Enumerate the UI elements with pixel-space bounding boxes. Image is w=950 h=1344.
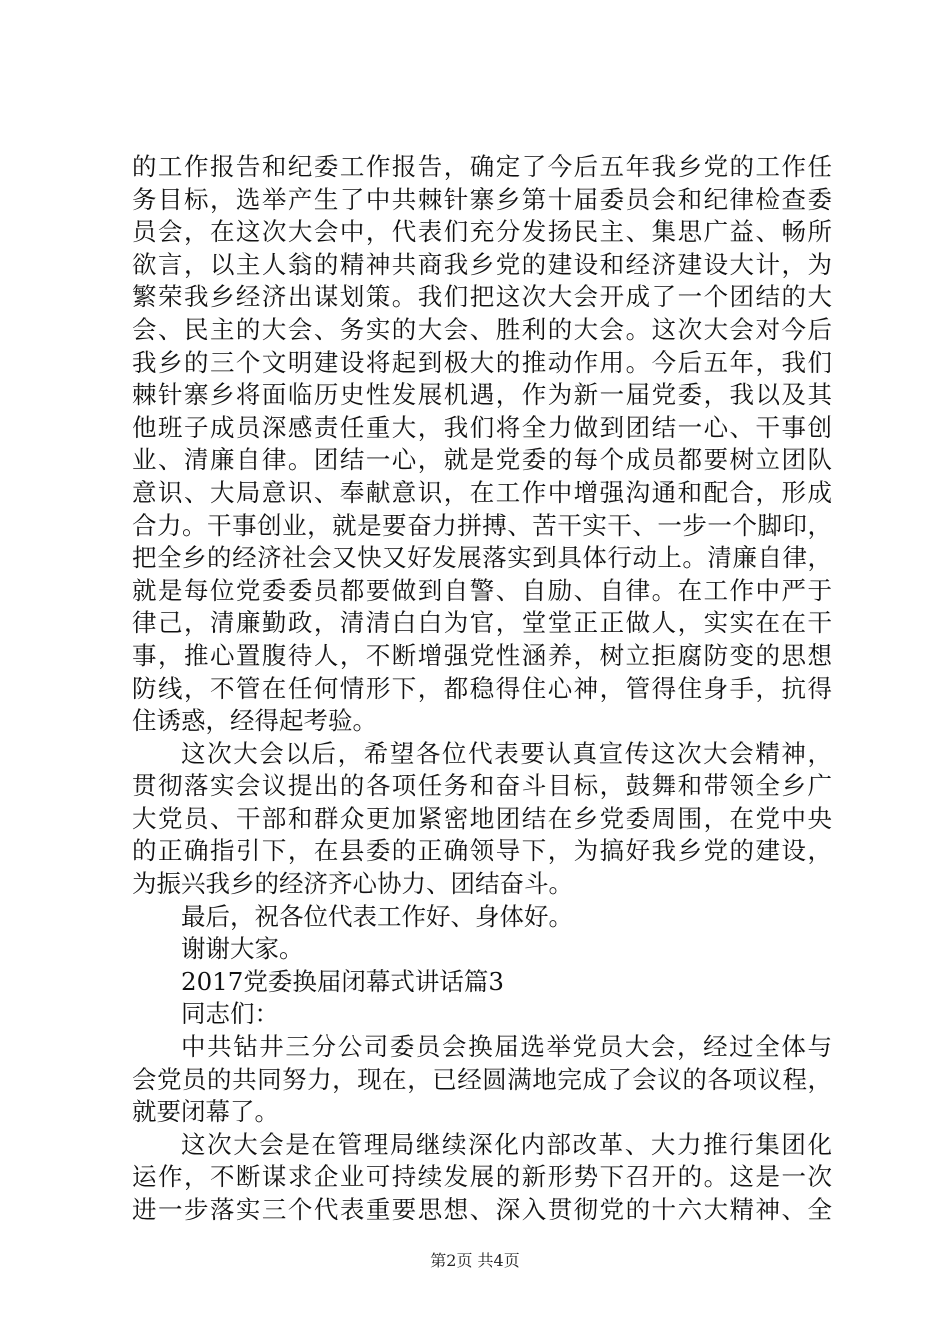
text-line: 为振兴我乡的经济齐心协力、团结奋斗。 xyxy=(132,869,573,899)
text-line: 欲言，以主人翁的精神共商我乡党的建设和经济建设大计，为 xyxy=(132,249,832,279)
text-line: 2017党委换届闭幕式讲话篇3 xyxy=(181,966,504,996)
document-body xyxy=(132,151,832,1227)
text-line: 他班子成员深感责任重大，我们将全力做到团结一心、干事创 xyxy=(132,412,832,442)
text-line: 就要闭幕了。 xyxy=(132,1097,279,1127)
text-line: 把全乡的经济社会又快又好发展落实到具体行动上。清廉自律， xyxy=(132,543,832,573)
text-line: 最后，祝各位代表工作好、身体好。 xyxy=(181,901,573,931)
text-line: 贯彻落实会议提出的各项任务和奋斗目标，鼓舞和带领全乡广 xyxy=(132,771,832,801)
text-line: 运作，不断谋求企业可持续发展的新形势下召开的。这是一次 xyxy=(132,1162,832,1192)
text-line: 繁荣我乡经济出谋划策。我们把这次大会开成了一个团结的大 xyxy=(132,282,832,312)
text-line: 同志们： xyxy=(181,999,279,1029)
text-line: 业、清廉自律。团结一心，就是党委的每个成员都要树立团队 xyxy=(132,445,832,475)
text-line: 律己，清廉勤政，清清白白为官，堂堂正正做人，实实在在干 xyxy=(132,608,832,638)
text-line: 棘针寨乡将面临历史性发展机遇，作为新一届党委，我以及其 xyxy=(132,380,832,410)
text-line: 的工作报告和纪委工作报告，确定了今后五年我乡党的工作任 xyxy=(132,152,832,181)
text-line: 防线，不管在任何情形下，都稳得住心神，管得住身手，抗得 xyxy=(132,673,832,703)
text-line: 就是每位党委委员都要做到自警、自励、自律。在工作中严于 xyxy=(132,575,832,605)
text-line: 这次大会是在管理局继续深化内部改革、大力推行集团化 xyxy=(181,1129,832,1159)
text-line: 中共钻井三分公司委员会换届选举党员大会，经过全体与 xyxy=(181,1032,832,1062)
text-line: 合力。干事创业，就是要奋力拼搏、苦干实干、一步一个脚印， xyxy=(132,510,832,540)
text-line: 进一步落实三个代表重要思想、深入贯彻党的十六大精神、全 xyxy=(132,1195,832,1224)
text-line: 我乡的三个文明建设将起到极大的推动作用。今后五年，我们 xyxy=(132,347,832,377)
text-line: 会、民主的大会、务实的大会、胜利的大会。这次大会对今后 xyxy=(132,314,832,344)
text-line: 谢谢大家。 xyxy=(181,934,304,964)
text-line: 的正确指引下，在县委的正确领导下，为搞好我乡党的建设， xyxy=(132,836,832,866)
text-line: 事，推心置腹待人，不断增强党性涵养，树立拒腐防变的思想 xyxy=(132,640,832,670)
text-line: 员会，在这次大会中，代表们充分发扬民主、集思广益、畅所 xyxy=(132,217,832,247)
text-line: 住诱惑，经得起考验。 xyxy=(132,706,377,736)
text-line: 这次大会以后，希望各位代表要认真宣传这次大会精神， xyxy=(181,738,832,768)
text-line: 大党员、干部和群众更加紧密地团结在乡党委周围，在党中央 xyxy=(132,803,832,833)
text-line: 会党员的共同努力，现在，已经圆满地完成了会议的各项议程， xyxy=(132,1064,832,1094)
text-line: 意识、大局意识、奉献意识，在工作中增强沟通和配合，形成 xyxy=(132,477,832,507)
page-number-footer: 第2页 共4页 xyxy=(430,1251,520,1270)
text-line: 务目标，选举产生了中共棘针寨乡第十届委员会和纪律检查委 xyxy=(132,184,832,214)
